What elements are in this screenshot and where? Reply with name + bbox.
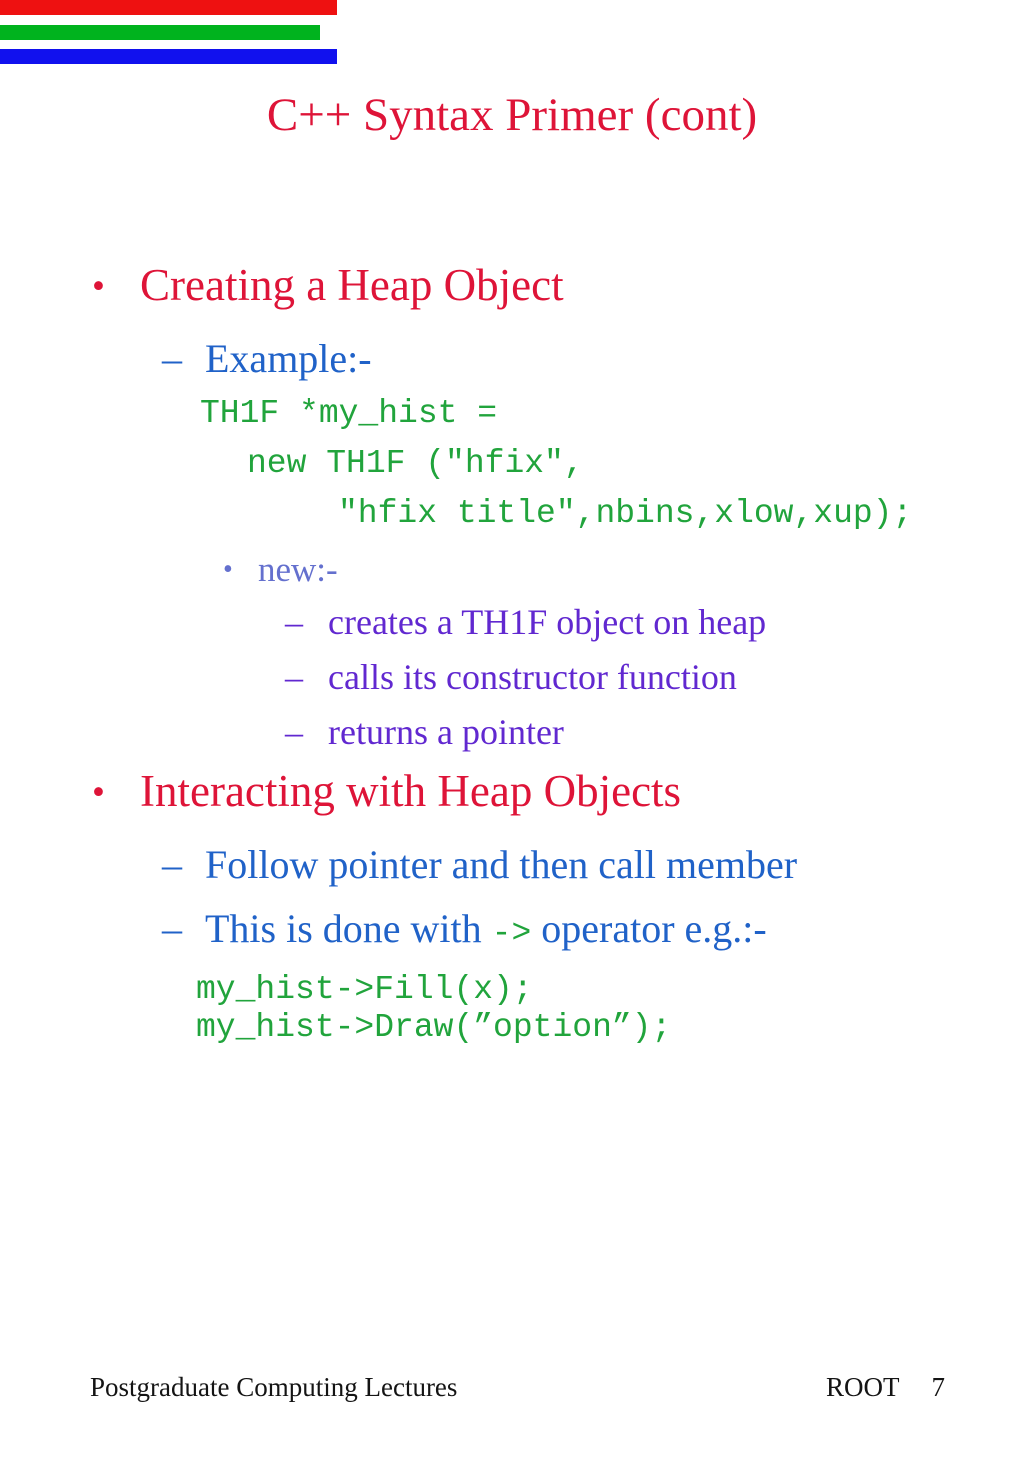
code-line-draw: my_hist->Draw(”option”); xyxy=(196,1009,672,1046)
red-color-bar xyxy=(0,0,337,15)
dash-marker: – xyxy=(285,602,303,642)
sentence-prefix: This is done with xyxy=(205,906,492,951)
new-point-text: calls its constructor function xyxy=(328,657,737,697)
heading-creating-heap-object xyxy=(92,260,564,312)
follow-pointer-text: Follow pointer and then call member xyxy=(205,842,798,887)
new-keyword-item xyxy=(223,550,338,591)
new-point-constructor xyxy=(285,657,737,698)
new-point-pointer xyxy=(285,712,564,753)
example-label: Example:- xyxy=(205,336,372,381)
dash-marker: – xyxy=(162,842,182,887)
bullet-marker: • xyxy=(223,554,233,585)
code-line-new-th1f: new TH1F ("hfix", xyxy=(247,445,584,482)
dash-marker: – xyxy=(285,712,303,752)
heading-text: Interacting with Heap Objects xyxy=(140,766,682,816)
bullet-marker: • xyxy=(92,771,105,812)
footer-page-number: 7 xyxy=(931,1372,945,1402)
sentence-suffix: operator e.g.:- xyxy=(531,906,767,951)
arrow-operator-item xyxy=(162,906,767,953)
bullet-marker: • xyxy=(92,265,105,306)
code-line-th1f-args: "hfix title",nbins,xlow,xup); xyxy=(338,495,913,532)
footer-right-block xyxy=(826,1372,945,1403)
new-point-text: creates a TH1F object on heap xyxy=(328,602,767,642)
code-line-th1f-declaration: TH1F *my_hist = xyxy=(200,395,498,432)
new-label: new:- xyxy=(258,550,338,589)
heading-text: Creating a Heap Object xyxy=(140,260,564,310)
heading-interacting-heap-objects xyxy=(92,766,681,818)
footer-doc-label: ROOT xyxy=(826,1372,900,1402)
follow-pointer-item xyxy=(162,842,797,888)
new-point-creates xyxy=(285,602,766,643)
green-color-bar xyxy=(0,25,320,40)
arrow-operator-code: -> xyxy=(491,915,532,952)
blue-color-bar xyxy=(0,49,337,64)
new-point-text: returns a pointer xyxy=(328,712,564,752)
dash-marker: – xyxy=(285,657,303,697)
example-item xyxy=(162,336,372,382)
footer-course-title: Postgraduate Computing Lectures xyxy=(90,1372,458,1402)
slide-title: C++ Syntax Primer (cont) xyxy=(266,89,758,141)
code-line-fill: my_hist->Fill(x); xyxy=(196,971,533,1008)
dash-marker: – xyxy=(162,336,182,381)
dash-marker: – xyxy=(162,906,182,951)
arrow-operator-sentence xyxy=(205,906,767,953)
